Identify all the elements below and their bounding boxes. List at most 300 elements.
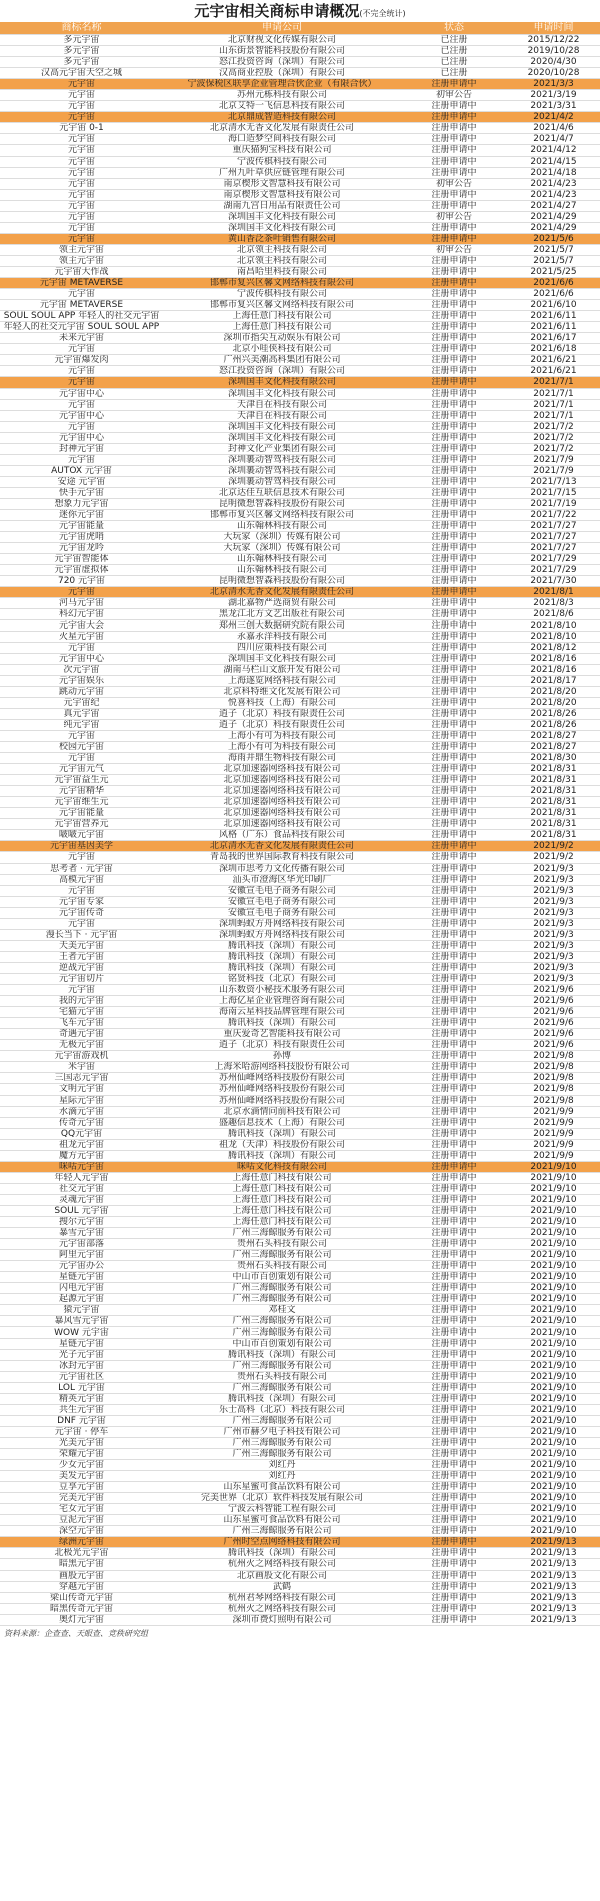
table-row bbox=[0, 101, 600, 112]
cell-company: 北京领主科技有限公司 bbox=[163, 244, 401, 255]
cell-company: 腾讯科技（深圳）有限公司 bbox=[163, 1548, 401, 1559]
cell-company: 深圳市思考力文化传播有限公司 bbox=[163, 863, 401, 874]
cell-company: 郑州三创大数据研究院有限公司 bbox=[163, 620, 401, 631]
cell-company: 四川应策科技有限公司 bbox=[163, 642, 401, 653]
cell-status: 注册申请中 bbox=[401, 1007, 507, 1018]
cell-company: 重庆爱奇艺智能科技有限公司 bbox=[163, 1029, 401, 1040]
table-row bbox=[0, 1073, 600, 1084]
cell-date: 2021/9/10 bbox=[507, 1482, 600, 1493]
table-row bbox=[0, 1570, 600, 1581]
cell-company: 海南云星科技品牌管理有限公司 bbox=[163, 1007, 401, 1018]
cell-status: 注册申请中 bbox=[401, 1449, 507, 1460]
table-row bbox=[0, 1515, 600, 1526]
table-row bbox=[0, 1239, 600, 1250]
cell-trademark: 元宇宙维生元 bbox=[0, 797, 163, 808]
cell-trademark: 元宇宙传奇 bbox=[0, 907, 163, 918]
table-row bbox=[0, 1426, 600, 1437]
cell-status: 注册申请中 bbox=[401, 200, 507, 211]
cell-date: 2021/9/10 bbox=[507, 1515, 600, 1526]
cell-date: 2021/4/29 bbox=[507, 222, 600, 233]
table-row bbox=[0, 1294, 600, 1305]
cell-date: 2021/9/3 bbox=[507, 874, 600, 885]
cell-status: 注册申请中 bbox=[401, 1228, 507, 1239]
table-row bbox=[0, 874, 600, 885]
cell-trademark: 北极光元宇宙 bbox=[0, 1548, 163, 1559]
table-row bbox=[0, 1548, 600, 1559]
cell-status: 注册申请中 bbox=[401, 973, 507, 984]
table-row bbox=[0, 1194, 600, 1205]
cell-status: 注册申请中 bbox=[401, 664, 507, 675]
cell-date: 2021/9/10 bbox=[507, 1426, 600, 1437]
cell-date: 2021/9/3 bbox=[507, 929, 600, 940]
cell-status: 已注册 bbox=[401, 46, 507, 57]
cell-date: 2021/7/2 bbox=[507, 421, 600, 432]
table-row bbox=[0, 642, 600, 653]
cell-trademark: 元宇宙 bbox=[0, 852, 163, 863]
cell-status: 注册申请中 bbox=[401, 189, 507, 200]
cell-date: 2021/8/30 bbox=[507, 753, 600, 764]
cell-status: 注册申请中 bbox=[401, 1117, 507, 1128]
cell-company: 北京加速器网络科技有限公司 bbox=[163, 775, 401, 786]
table-row bbox=[0, 443, 600, 454]
cell-trademark: 魔方元宇宙 bbox=[0, 1150, 163, 1161]
cell-date: 2021/9/10 bbox=[507, 1205, 600, 1216]
cell-status: 注册申请中 bbox=[401, 753, 507, 764]
cell-trademark: 想象力元宇宙 bbox=[0, 498, 163, 509]
cell-date: 2021/8/31 bbox=[507, 797, 600, 808]
table-row bbox=[0, 123, 600, 134]
cell-date: 2021/7/19 bbox=[507, 498, 600, 509]
cell-status: 注册申请中 bbox=[401, 432, 507, 443]
cell-date: 2021/8/26 bbox=[507, 708, 600, 719]
cell-company: 南京楔形文智慧科技有限公司 bbox=[163, 178, 401, 189]
cell-company: 永嘉永洋科技有限公司 bbox=[163, 631, 401, 642]
cell-trademark: 元宇宙益生元 bbox=[0, 775, 163, 786]
cell-trademark: 元宇宙游戏机 bbox=[0, 1051, 163, 1062]
cell-company: 贵州石头科技有限公司 bbox=[163, 1371, 401, 1382]
cell-date: 2021/9/6 bbox=[507, 1007, 600, 1018]
cell-status: 注册申请中 bbox=[401, 1073, 507, 1084]
cell-status: 注册申请中 bbox=[401, 841, 507, 852]
cell-date: 2021/6/6 bbox=[507, 278, 600, 289]
table-row bbox=[0, 1117, 600, 1128]
cell-status: 注册申请中 bbox=[401, 454, 507, 465]
cell-date: 2021/9/10 bbox=[507, 1471, 600, 1482]
cell-company: 苏州仙峰网络科技股份有限公司 bbox=[163, 1095, 401, 1106]
cell-trademark: 领主元宇宙 bbox=[0, 244, 163, 255]
cell-date: 2021/8/10 bbox=[507, 620, 600, 631]
table-row bbox=[0, 1382, 600, 1393]
cell-company: 山东翰林科技有限公司 bbox=[163, 521, 401, 532]
cell-date: 2021/8/10 bbox=[507, 631, 600, 642]
cell-company: 深圳蚂蚁方舟网络科技有限公司 bbox=[163, 918, 401, 929]
cell-status: 注册申请中 bbox=[401, 167, 507, 178]
cell-status: 注册申请中 bbox=[401, 962, 507, 973]
cell-trademark: 元宇宙 bbox=[0, 366, 163, 377]
cell-date: 2021/9/10 bbox=[507, 1316, 600, 1327]
cell-status: 注册申请中 bbox=[401, 1338, 507, 1349]
cell-company: 北京加速器网络科技有限公司 bbox=[163, 797, 401, 808]
cell-trademark: 元宇宙 bbox=[0, 112, 163, 123]
table-row bbox=[0, 885, 600, 896]
cell-company: 北京清水无香文化发展有限责任公司 bbox=[163, 123, 401, 134]
cell-date: 2021/8/26 bbox=[507, 719, 600, 730]
cell-date: 2021/4/2 bbox=[507, 112, 600, 123]
cell-company: 北京清水无香文化发展有限责任公司 bbox=[163, 841, 401, 852]
table-row bbox=[0, 598, 600, 609]
cell-status: 注册申请中 bbox=[401, 786, 507, 797]
cell-status: 注册申请中 bbox=[401, 576, 507, 587]
table-row bbox=[0, 929, 600, 940]
cell-company: 广州三海鲸服务有限公司 bbox=[163, 1526, 401, 1537]
table-row bbox=[0, 498, 600, 509]
cell-date: 2021/9/3 bbox=[507, 885, 600, 896]
cell-trademark: 元宇宙纪 bbox=[0, 697, 163, 708]
table-row bbox=[0, 366, 600, 377]
cell-date: 2021/9/8 bbox=[507, 1051, 600, 1062]
table-row bbox=[0, 79, 600, 90]
cell-company: 北京清水无香文化发展有限责任公司 bbox=[163, 587, 401, 598]
cell-company: 杭州火之网络科技有限公司 bbox=[163, 1603, 401, 1614]
cell-status: 注册申请中 bbox=[401, 1018, 507, 1029]
table-row bbox=[0, 1526, 600, 1537]
cell-company: 邯郸市复兴区馨文网络科技有限公司 bbox=[163, 510, 401, 521]
cell-date: 2021/3/3 bbox=[507, 79, 600, 90]
table-row bbox=[0, 830, 600, 841]
cell-date: 2021/9/3 bbox=[507, 863, 600, 874]
cell-date: 2021/8/31 bbox=[507, 775, 600, 786]
cell-trademark: 漫长当下 · 元宇宙 bbox=[0, 929, 163, 940]
cell-status: 注册申请中 bbox=[401, 410, 507, 421]
cell-company: 湖南九宫日用品有限责任公司 bbox=[163, 200, 401, 211]
cell-trademark: SOUL 元宇宙 bbox=[0, 1205, 163, 1216]
cell-status: 注册申请中 bbox=[401, 918, 507, 929]
table-row bbox=[0, 708, 600, 719]
cell-date: 2021/6/17 bbox=[507, 333, 600, 344]
cell-trademark: 元宇宙 bbox=[0, 885, 163, 896]
cell-status: 注册申请中 bbox=[401, 1371, 507, 1382]
table-row bbox=[0, 1084, 600, 1095]
cell-status: 已注册 bbox=[401, 68, 507, 79]
cell-company: 深圳国丰文化科技有限公司 bbox=[163, 653, 401, 664]
cell-company: 深圳裹动智驾科技有限公司 bbox=[163, 454, 401, 465]
cell-date: 2021/9/10 bbox=[507, 1360, 600, 1371]
cell-company: 湖南马栏山文旅开发有限公司 bbox=[163, 664, 401, 675]
cell-status: 注册申请中 bbox=[401, 730, 507, 741]
cell-date: 2021/9/8 bbox=[507, 1062, 600, 1073]
cell-status: 注册申请中 bbox=[401, 598, 507, 609]
cell-trademark: 元宇宙爆发肉 bbox=[0, 355, 163, 366]
table-row bbox=[0, 554, 600, 565]
cell-status: 注册申请中 bbox=[401, 222, 507, 233]
cell-date: 2021/9/10 bbox=[507, 1371, 600, 1382]
cell-date: 2021/6/6 bbox=[507, 289, 600, 300]
cell-date: 2021/9/13 bbox=[507, 1592, 600, 1603]
table-row bbox=[0, 896, 600, 907]
cell-status: 注册申请中 bbox=[401, 1471, 507, 1482]
cell-status: 注册申请中 bbox=[401, 123, 507, 134]
table-row bbox=[0, 1062, 600, 1073]
cell-company: 大玩家（深圳）传媒有限公司 bbox=[163, 543, 401, 554]
cell-trademark: 元宇宙 bbox=[0, 233, 163, 244]
cell-trademark: 社交元宇宙 bbox=[0, 1183, 163, 1194]
cell-trademark: 纯元宇宙 bbox=[0, 719, 163, 730]
cell-trademark: 祖龙元宇宙 bbox=[0, 1139, 163, 1150]
table-row bbox=[0, 1592, 600, 1603]
cell-trademark: 元宇宙 bbox=[0, 200, 163, 211]
cell-status: 注册申请中 bbox=[401, 775, 507, 786]
cell-date: 2021/9/10 bbox=[507, 1217, 600, 1228]
cell-company: 腾讯科技（深圳）有限公司 bbox=[163, 1150, 401, 1161]
cell-status: 注册申请中 bbox=[401, 686, 507, 697]
cell-date: 2021/9/10 bbox=[507, 1283, 600, 1294]
cell-date: 2021/9/3 bbox=[507, 918, 600, 929]
cell-status: 注册申请中 bbox=[401, 465, 507, 476]
cell-trademark: 豆享元宇宙 bbox=[0, 1482, 163, 1493]
table-row bbox=[0, 1614, 600, 1625]
table-row bbox=[0, 1482, 600, 1493]
table-row bbox=[0, 244, 600, 255]
table-row bbox=[0, 1261, 600, 1272]
cell-status: 注册申请中 bbox=[401, 852, 507, 863]
table-row bbox=[0, 278, 600, 289]
cell-trademark: 元宇宙娱乐 bbox=[0, 675, 163, 686]
cell-date: 2021/6/11 bbox=[507, 322, 600, 333]
cell-date: 2021/9/10 bbox=[507, 1305, 600, 1316]
cell-company: 大玩家（深圳）传媒有限公司 bbox=[163, 532, 401, 543]
table-row bbox=[0, 1272, 600, 1283]
cell-date: 2021/9/8 bbox=[507, 1084, 600, 1095]
cell-status: 注册申请中 bbox=[401, 1051, 507, 1062]
cell-date: 2021/6/11 bbox=[507, 311, 600, 322]
cell-status: 注册申请中 bbox=[401, 510, 507, 521]
cell-trademark: 冰封元宇宙 bbox=[0, 1360, 163, 1371]
cell-trademark: 次元宇宙 bbox=[0, 664, 163, 675]
cell-trademark: 深空元宇宙 bbox=[0, 1526, 163, 1537]
cell-status: 注册申请中 bbox=[401, 255, 507, 266]
cell-status: 注册申请中 bbox=[401, 289, 507, 300]
cell-trademark: 校园元宇宙 bbox=[0, 742, 163, 753]
cell-trademark: 元宇宙虎哨 bbox=[0, 532, 163, 543]
cell-status: 注册申请中 bbox=[401, 1205, 507, 1216]
cell-company: 上海任意门科技有限公司 bbox=[163, 1183, 401, 1194]
cell-trademark: 猿元宇宙 bbox=[0, 1305, 163, 1316]
cell-company: 悦喜科技（上海）有限公司 bbox=[163, 697, 401, 708]
cell-trademark: 元宇宙 bbox=[0, 918, 163, 929]
cell-status: 注册申请中 bbox=[401, 532, 507, 543]
cell-company: 北京财视文化传媒有限公司 bbox=[163, 35, 401, 46]
cell-company: 海口造梦空间科技有限公司 bbox=[163, 134, 401, 145]
cell-status: 注册申请中 bbox=[401, 476, 507, 487]
cell-company: 刘红丹 bbox=[163, 1471, 401, 1482]
cell-status: 注册申请中 bbox=[401, 1349, 507, 1360]
cell-trademark: 元宇宙 METAVERSE bbox=[0, 278, 163, 289]
cell-date: 2021/9/3 bbox=[507, 896, 600, 907]
cell-date: 2021/9/3 bbox=[507, 907, 600, 918]
cell-date: 2021/6/10 bbox=[507, 300, 600, 311]
table-row bbox=[0, 730, 600, 741]
cell-status: 注册申请中 bbox=[401, 443, 507, 454]
table-row bbox=[0, 145, 600, 156]
cell-status: 注册申请中 bbox=[401, 1559, 507, 1570]
cell-date: 2021/9/10 bbox=[507, 1504, 600, 1515]
cell-trademark: 荣耀元宇宙 bbox=[0, 1449, 163, 1460]
cell-company: 黄山香泛茶叶销售有限公司 bbox=[163, 233, 401, 244]
cell-status: 注册申请中 bbox=[401, 896, 507, 907]
cell-status: 注册申请中 bbox=[401, 1316, 507, 1327]
cell-trademark: 天美元宇宙 bbox=[0, 940, 163, 951]
table-row bbox=[0, 68, 600, 79]
table-row bbox=[0, 57, 600, 68]
cell-status: 注册申请中 bbox=[401, 885, 507, 896]
cell-status: 注册申请中 bbox=[401, 929, 507, 940]
table-row bbox=[0, 1559, 600, 1570]
cell-trademark: 元宇宙 bbox=[0, 178, 163, 189]
cell-status: 注册申请中 bbox=[401, 1493, 507, 1504]
cell-company: 湖北嘉物严选商贸有限公司 bbox=[163, 598, 401, 609]
cell-date: 2021/7/29 bbox=[507, 565, 600, 576]
cell-trademark: 元宇宙能量 bbox=[0, 521, 163, 532]
table-row bbox=[0, 1327, 600, 1338]
cell-trademark: 水滴元宇宙 bbox=[0, 1106, 163, 1117]
table-row bbox=[0, 1139, 600, 1150]
cell-company: 广州三海鲸服务有限公司 bbox=[163, 1449, 401, 1460]
cell-status: 注册申请中 bbox=[401, 1239, 507, 1250]
table-row bbox=[0, 631, 600, 642]
cell-status: 注册申请中 bbox=[401, 708, 507, 719]
cell-company: 苏州元栋科技有限公司 bbox=[163, 90, 401, 101]
cell-trademark: 起源元宇宙 bbox=[0, 1294, 163, 1305]
cell-date: 2021/7/30 bbox=[507, 576, 600, 587]
cell-company: 北京加速器网络科技有限公司 bbox=[163, 808, 401, 819]
cell-status: 注册申请中 bbox=[401, 1437, 507, 1448]
table-row bbox=[0, 300, 600, 311]
cell-date: 2021/9/10 bbox=[507, 1183, 600, 1194]
cell-status: 注册申请中 bbox=[401, 631, 507, 642]
cell-status: 注册申请中 bbox=[401, 1150, 507, 1161]
cell-trademark: 元宇宙 bbox=[0, 211, 163, 222]
cell-date: 2021/9/10 bbox=[507, 1250, 600, 1261]
cell-status: 注册申请中 bbox=[401, 322, 507, 333]
table-row bbox=[0, 918, 600, 929]
cell-trademark: 元宇宙 · 停车 bbox=[0, 1426, 163, 1437]
title-text: 元宇宙相关商标申请概况 bbox=[194, 2, 360, 20]
table-row bbox=[0, 587, 600, 598]
cell-status: 注册申请中 bbox=[401, 1592, 507, 1603]
cell-company: 上海遂览网络科技有限公司 bbox=[163, 675, 401, 686]
cell-date: 2021/9/10 bbox=[507, 1239, 600, 1250]
table-row bbox=[0, 1150, 600, 1161]
cell-date: 2021/7/1 bbox=[507, 410, 600, 421]
table-row bbox=[0, 576, 600, 587]
cell-company: 南昌哈里科技有限公司 bbox=[163, 266, 401, 277]
cell-date: 2021/9/6 bbox=[507, 996, 600, 1007]
cell-date: 2021/7/27 bbox=[507, 521, 600, 532]
table-row bbox=[0, 1437, 600, 1448]
cell-date: 2021/9/3 bbox=[507, 951, 600, 962]
table-row bbox=[0, 90, 600, 101]
cell-company: 深圳裹动智驾科技有限公司 bbox=[163, 465, 401, 476]
cell-date: 2021/9/9 bbox=[507, 1139, 600, 1150]
cell-date: 2021/4/23 bbox=[507, 178, 600, 189]
table-row bbox=[0, 852, 600, 863]
cell-trademark: 画股元宇宙 bbox=[0, 1570, 163, 1581]
cell-status: 注册申请中 bbox=[401, 554, 507, 565]
cell-status: 注册申请中 bbox=[401, 1172, 507, 1183]
cell-trademark: 封神元宇宙 bbox=[0, 443, 163, 454]
table-row bbox=[0, 1449, 600, 1460]
table-row bbox=[0, 786, 600, 797]
cell-company: 腾讯科技（深圳）有限公司 bbox=[163, 1393, 401, 1404]
cell-trademark: 元宇宙中心 bbox=[0, 432, 163, 443]
cell-company: 上海小有可为科技有限公司 bbox=[163, 730, 401, 741]
cell-date: 2021/9/10 bbox=[507, 1161, 600, 1172]
table-row bbox=[0, 344, 600, 355]
cell-trademark: 火星元宇宙 bbox=[0, 631, 163, 642]
cell-trademark: 咪咕元宇宙 bbox=[0, 1161, 163, 1172]
cell-trademark: 元宇宙 bbox=[0, 145, 163, 156]
cell-status: 注册申请中 bbox=[401, 1062, 507, 1073]
cell-trademark: 元宇宙虚拟体 bbox=[0, 565, 163, 576]
cell-status: 注册申请中 bbox=[401, 1106, 507, 1117]
cell-trademark: 元宇宙 bbox=[0, 101, 163, 112]
cell-company: 封神文化产业集团有限公司 bbox=[163, 443, 401, 454]
cell-date: 2021/9/9 bbox=[507, 1150, 600, 1161]
cell-date: 2021/9/10 bbox=[507, 1294, 600, 1305]
cell-company: 广州三海鲸服务有限公司 bbox=[163, 1437, 401, 1448]
cell-status: 已注册 bbox=[401, 57, 507, 68]
cell-trademark: 元宇宙大会 bbox=[0, 620, 163, 631]
table-row bbox=[0, 532, 600, 543]
table-row bbox=[0, 1205, 600, 1216]
cell-company: 北京画股文化有限公司 bbox=[163, 1570, 401, 1581]
cell-company: 完美世界（北京）软件科技发展有限公司 bbox=[163, 1493, 401, 1504]
table-body bbox=[0, 35, 600, 1626]
cell-trademark: SOUL SOUL APP 年轻人的社交元宇宙 bbox=[0, 311, 163, 322]
cell-status: 注册申请中 bbox=[401, 1183, 507, 1194]
cell-trademark: 暗黑元宇宙 bbox=[0, 1559, 163, 1570]
cell-status: 注册申请中 bbox=[401, 1294, 507, 1305]
cell-status: 注册申请中 bbox=[401, 1393, 507, 1404]
cell-status: 注册申请中 bbox=[401, 996, 507, 1007]
cell-date: 2020/4/30 bbox=[507, 57, 600, 68]
cell-status: 注册申请中 bbox=[401, 1040, 507, 1051]
cell-status: 注册申请中 bbox=[401, 521, 507, 532]
cell-company: 怒江投资咨询（深圳）有限公司 bbox=[163, 57, 401, 68]
cell-date: 2021/4/29 bbox=[507, 211, 600, 222]
cell-date: 2021/4/27 bbox=[507, 200, 600, 211]
cell-date: 2021/9/10 bbox=[507, 1493, 600, 1504]
table-row bbox=[0, 973, 600, 984]
cell-trademark: 啵啵元宇宙 bbox=[0, 830, 163, 841]
cell-trademark: 多元宇宙 bbox=[0, 35, 163, 46]
cell-trademark: 元宇宙智能体 bbox=[0, 554, 163, 565]
cell-date: 2021/7/2 bbox=[507, 432, 600, 443]
cell-company: 安徽宣毛电子商务有限公司 bbox=[163, 885, 401, 896]
cell-trademark: 元宇宙 bbox=[0, 421, 163, 432]
cell-company: 北京小哇侠科技有限公司 bbox=[163, 344, 401, 355]
cell-status: 初审公告 bbox=[401, 211, 507, 222]
cell-trademark: 元宇宙中心 bbox=[0, 653, 163, 664]
cell-date: 2021/9/10 bbox=[507, 1327, 600, 1338]
cell-date: 2021/7/1 bbox=[507, 377, 600, 388]
cell-trademark: 我的元宇宙 bbox=[0, 996, 163, 1007]
cell-company: 广州市赫夕电子科技有限公司 bbox=[163, 1426, 401, 1437]
cell-company: 海雨井鼎生物科技有限公司 bbox=[163, 753, 401, 764]
table-row bbox=[0, 322, 600, 333]
cell-status: 注册申请中 bbox=[401, 145, 507, 156]
cell-status: 注册申请中 bbox=[401, 1305, 507, 1316]
